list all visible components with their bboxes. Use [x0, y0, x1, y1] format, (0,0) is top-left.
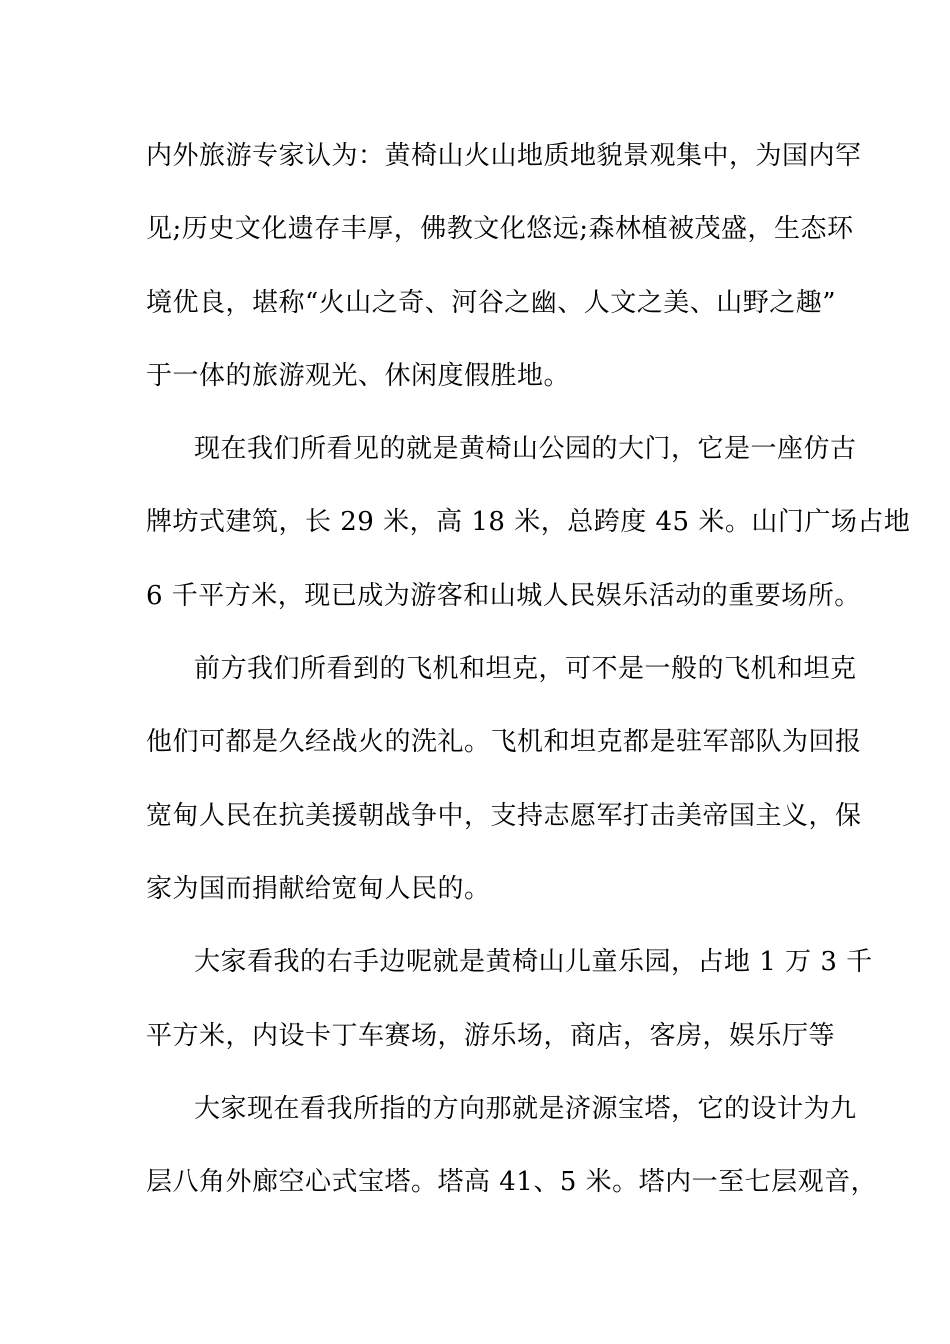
- text-line: 于一体的旅游观光、休闲度假胜地。: [146, 360, 571, 391]
- paragraph-start-line: 大家现在看我所指的方向那就是济源宝塔，它的设计为九: [194, 1093, 857, 1124]
- body-text: [146, 130, 911, 1229]
- text-line: 宽甸人民在抗美援朝战争中，支持志愿军打击美帝国主义，保: [146, 800, 862, 831]
- text-line: 内外旅游专家认为：黄椅山火山地质地貌景观集中，为国内罕: [146, 141, 862, 171]
- text-line: 家为国而捐献给宽甸人民的。: [146, 873, 491, 904]
- text-line: 他们可都是久经战火的洗礼。飞机和坦克都是驻军部队为回报: [146, 727, 862, 758]
- paragraph-start-line: 大家看我的右手边呢就是黄椅山儿童乐园，占地 1 万 3 千: [194, 947, 873, 978]
- text-line: 牌坊式建筑，长 29 米，高 18 米，总跨度 45 米。山门广场占地: [146, 507, 911, 538]
- text-line: 层八角外廊空心式宝塔。塔高 41、5 米。塔内一至七层观音，: [146, 1167, 878, 1198]
- text-line: 见;历史文化遗存丰厚，佛教文化悠远;森林植被茂盛，生态环: [146, 214, 854, 245]
- text-line: 6 千平方米，现已成为游客和山城人民娱乐活动的重要场所。: [146, 580, 861, 611]
- paragraph-start-line: 现在我们所看见的就是黄椅山公园的大门，它是一座仿古: [194, 434, 857, 465]
- paragraph-start-line: 前方我们所看到的飞机和坦克，可不是一般的飞机和坦克: [194, 654, 857, 685]
- text-line: 平方米，内设卡丁车赛场，游乐场，商店，客房，娱乐厅等: [146, 1020, 836, 1051]
- text-line: 境优良，堪称“火山之奇、河谷之幽、人文之美、山野之趣”: [146, 287, 837, 318]
